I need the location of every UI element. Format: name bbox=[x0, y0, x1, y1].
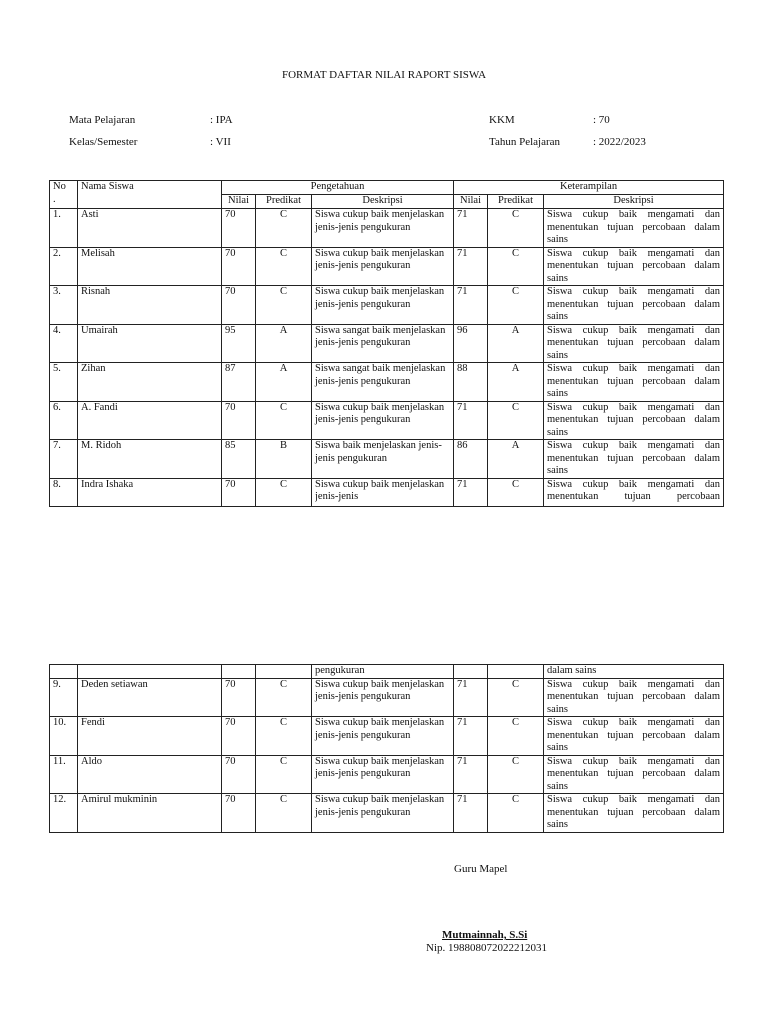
cell-k-nilai: 71 bbox=[454, 209, 488, 248]
cell-p-deskripsi bbox=[312, 478, 454, 506]
cell-p-deskripsi: Siswa cukup baik menjelaskan jenis-jenis pengukuran bbox=[312, 247, 454, 286]
table-row bbox=[50, 209, 724, 248]
cell-nama: M. Ridoh bbox=[78, 440, 222, 479]
cell-p-nilai: 85 bbox=[222, 440, 256, 479]
header-p-nilai: Nilai bbox=[222, 195, 256, 209]
cell-k-predikat: C bbox=[488, 478, 544, 506]
cell-p-predikat: A bbox=[256, 324, 312, 363]
cell-p-predikat: C bbox=[256, 794, 312, 833]
cell-k-nilai: 71 bbox=[454, 678, 488, 717]
cell-nama: Indra Ishaka bbox=[78, 478, 222, 506]
table-row bbox=[50, 247, 724, 286]
cell-k-nilai: 71 bbox=[454, 478, 488, 506]
cell-k-predikat: C bbox=[488, 717, 544, 756]
header-p-predikat: Predikat bbox=[256, 195, 312, 209]
cell-k-predikat: A bbox=[488, 440, 544, 479]
table-row-continued bbox=[50, 665, 724, 679]
header-k-nilai: Nilai bbox=[454, 195, 488, 209]
cell-p-deskripsi: Siswa cukup baik menjelaskan jenis-jenis pengukuran bbox=[312, 678, 454, 717]
cell-p-predikat: C bbox=[256, 286, 312, 325]
cell-k-deskripsi: Siswa cukup baik mengamati dan menentukan tujuan percobaan dalam sains bbox=[544, 324, 724, 363]
header-keterampilan: Keterampilan bbox=[454, 181, 724, 195]
cell-p-predikat: C bbox=[256, 755, 312, 794]
cell-p-deskripsi: Siswa sangat baik menjelaskan jenis-jenis pengukuran bbox=[312, 363, 454, 402]
cell-k-predikat: C bbox=[488, 755, 544, 794]
cell-k-predikat: C bbox=[488, 209, 544, 248]
header-k-predikat: Predikat bbox=[488, 195, 544, 209]
cell-p-nilai: 95 bbox=[222, 324, 256, 363]
cell-nama: Zihan bbox=[78, 363, 222, 402]
signature-name: Mutmainnah, S.Si bbox=[442, 929, 528, 941]
cell-k-deskripsi: Siswa cukup baik mengamati dan menentukan tujuan percobaan dalam sains bbox=[544, 755, 724, 794]
cell-nama: Aldo bbox=[78, 755, 222, 794]
cell-no: 8. bbox=[50, 478, 78, 506]
table-row bbox=[50, 286, 724, 325]
table-row bbox=[50, 363, 724, 402]
cell-p-predikat: B bbox=[256, 440, 312, 479]
cell-no: 5. bbox=[50, 363, 78, 402]
signature-nip: Nip. 198808072022212031 bbox=[426, 942, 547, 954]
cell-p-deskripsi: Siswa cukup baik menjelaskan jenis-jenis pengukuran bbox=[312, 717, 454, 756]
cell-p-predikat: C bbox=[256, 209, 312, 248]
table-row bbox=[50, 440, 724, 479]
cell-no: 7. bbox=[50, 440, 78, 479]
table-row bbox=[50, 717, 724, 756]
kkm-label: KKM bbox=[489, 114, 515, 126]
cell-no: 6. bbox=[50, 401, 78, 440]
cell-p-deskripsi: Siswa baik menjelaskan jenis-jenis pengukuran bbox=[312, 440, 454, 479]
cell-p-nilai: 70 bbox=[222, 209, 256, 248]
cell-k-deskripsi-text: Siswa cukup baik mengamati dan menentukan tujuan percobaan bbox=[547, 478, 721, 502]
cell-k-nilai: 88 bbox=[454, 363, 488, 402]
cell-k-deskripsi: Siswa cukup baik mengamati dan menentukan tujuan percobaan dalam sains bbox=[544, 401, 724, 440]
cell-p-deskripsi: Siswa cukup baik menjelaskan jenis-jenis pengukuran bbox=[312, 286, 454, 325]
cell-p-nilai: 70 bbox=[222, 717, 256, 756]
cell-k-predikat: A bbox=[488, 324, 544, 363]
cell-k-deskripsi bbox=[544, 478, 724, 506]
cell-p-deskripsi: Siswa cukup baik menjelaskan jenis-jenis pengukuran bbox=[312, 794, 454, 833]
cell-p-deskripsi: Siswa sangat baik menjelaskan jenis-jenis pengukuran bbox=[312, 324, 454, 363]
cell-nama: Amirul mukminin bbox=[78, 794, 222, 833]
cell-k-predikat: C bbox=[488, 286, 544, 325]
cell-k-deskripsi: Siswa cukup baik mengamati dan menentukan tujuan percobaan dalam sains bbox=[544, 363, 724, 402]
grades-table-page2 bbox=[49, 664, 724, 833]
kelas-label: Kelas/Semester bbox=[69, 136, 138, 148]
cell-p-nilai: 70 bbox=[222, 755, 256, 794]
cell-nama: Risnah bbox=[78, 286, 222, 325]
cell-k-deskripsi: Siswa cukup baik mengamati dan menentukan tujuan percobaan dalam sains bbox=[544, 794, 724, 833]
table-row bbox=[50, 324, 724, 363]
cell-nama: Asti bbox=[78, 209, 222, 248]
cell-k-nilai: 71 bbox=[454, 247, 488, 286]
cell-k-nilai: 71 bbox=[454, 286, 488, 325]
cell-nama: Deden setiawan bbox=[78, 678, 222, 717]
grades-table-page1 bbox=[49, 180, 724, 507]
cell-k-predikat: C bbox=[488, 678, 544, 717]
cell-k-deskripsi: Siswa cukup baik mengamati dan menentukan tujuan percobaan dalam sains bbox=[544, 440, 724, 479]
cell-p-deskripsi: Siswa cukup baik menjelaskan jenis-jenis pengukuran bbox=[312, 209, 454, 248]
cell-no: 1. bbox=[50, 209, 78, 248]
cell-k-predikat: C bbox=[488, 401, 544, 440]
cell-p-predikat: C bbox=[256, 717, 312, 756]
cell-p-deskripsi-text: Siswa cukup baik menjelaskan jenis-jenis bbox=[315, 478, 445, 502]
cell-k-nilai: 71 bbox=[454, 717, 488, 756]
cell-p-deskripsi: Siswa cukup baik menjelaskan jenis-jenis pengukuran bbox=[312, 401, 454, 440]
cell-p-deskripsi: Siswa cukup baik menjelaskan jenis-jenis pengukuran bbox=[312, 755, 454, 794]
table-row bbox=[50, 755, 724, 794]
cell-p-predikat: C bbox=[256, 678, 312, 717]
cell-p-nilai: 87 bbox=[222, 363, 256, 402]
cell-k-deskripsi: Siswa cukup baik mengamati dan menentukan tujuan percobaan dalam sains bbox=[544, 286, 724, 325]
cell-p-nilai: 70 bbox=[222, 678, 256, 717]
header-nama: Nama Siswa bbox=[78, 181, 222, 209]
cell-p-deskripsi-cont: pengukuran bbox=[312, 665, 454, 679]
tahun-value: : 2022/2023 bbox=[593, 136, 646, 148]
table-row bbox=[50, 401, 724, 440]
cell-k-nilai: 86 bbox=[454, 440, 488, 479]
header-no: No . bbox=[50, 181, 78, 209]
cell-p-predikat: C bbox=[256, 478, 312, 506]
cell-no: 4. bbox=[50, 324, 78, 363]
cell-no: 3. bbox=[50, 286, 78, 325]
cell-k-predikat: A bbox=[488, 363, 544, 402]
cell-p-nilai: 70 bbox=[222, 247, 256, 286]
cell-k-deskripsi: Siswa cukup baik mengamati dan menentukan tujuan percobaan dalam sains bbox=[544, 247, 724, 286]
cell-nama: Fendi bbox=[78, 717, 222, 756]
cell-no: 9. bbox=[50, 678, 78, 717]
kkm-value: : 70 bbox=[593, 114, 610, 126]
mapel-label: Mata Pelajaran bbox=[69, 114, 136, 126]
cell-p-predikat: C bbox=[256, 401, 312, 440]
table-row bbox=[50, 678, 724, 717]
cell-no: 10. bbox=[50, 717, 78, 756]
cell-p-nilai: 70 bbox=[222, 401, 256, 440]
cell-k-predikat: C bbox=[488, 794, 544, 833]
kelas-value: : VII bbox=[210, 136, 231, 148]
cell-p-predikat: C bbox=[256, 247, 312, 286]
cell-p-nilai: 70 bbox=[222, 478, 256, 506]
header-k-deskripsi: Deskripsi bbox=[544, 195, 724, 209]
cell-k-deskripsi: Siswa cukup baik mengamati dan menentukan tujuan percobaan dalam sains bbox=[544, 678, 724, 717]
cell-no: 2. bbox=[50, 247, 78, 286]
signature-role: Guru Mapel bbox=[454, 863, 508, 875]
cell-nama: Umairah bbox=[78, 324, 222, 363]
cell-no: 11. bbox=[50, 755, 78, 794]
cell-k-nilai: 96 bbox=[454, 324, 488, 363]
cell-k-nilai: 71 bbox=[454, 755, 488, 794]
header-pengetahuan: Pengetahuan bbox=[222, 181, 454, 195]
cell-k-deskripsi-cont: dalam sains bbox=[544, 665, 724, 679]
table-row bbox=[50, 478, 724, 506]
cell-p-nilai: 70 bbox=[222, 286, 256, 325]
cell-k-deskripsi: Siswa cukup baik mengamati dan menentukan tujuan percobaan dalam sains bbox=[544, 209, 724, 248]
cell-k-nilai: 71 bbox=[454, 401, 488, 440]
cell-no: 12. bbox=[50, 794, 78, 833]
cell-nama: A. Fandi bbox=[78, 401, 222, 440]
header-p-deskripsi: Deskripsi bbox=[312, 195, 454, 209]
cell-k-deskripsi: Siswa cukup baik mengamati dan menentukan tujuan percobaan dalam sains bbox=[544, 717, 724, 756]
cell-k-nilai: 71 bbox=[454, 794, 488, 833]
document-title: FORMAT DAFTAR NILAI RAPORT SISWA bbox=[281, 69, 487, 81]
mapel-value: : IPA bbox=[210, 114, 233, 126]
cell-k-predikat: C bbox=[488, 247, 544, 286]
cell-p-nilai: 70 bbox=[222, 794, 256, 833]
cell-p-predikat: A bbox=[256, 363, 312, 402]
table-row bbox=[50, 794, 724, 833]
cell-nama: Melisah bbox=[78, 247, 222, 286]
tahun-label: Tahun Pelajaran bbox=[489, 136, 561, 148]
